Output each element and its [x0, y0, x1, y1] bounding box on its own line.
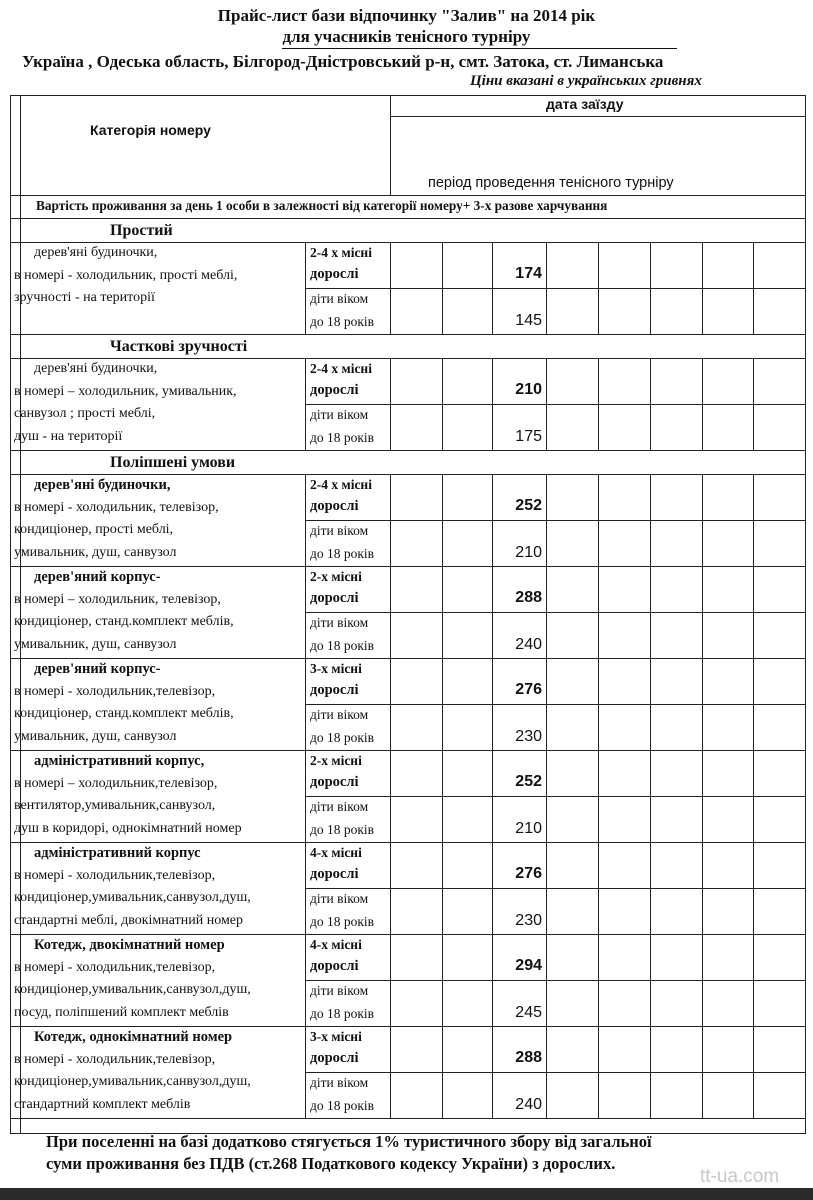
- table-rule: [442, 566, 443, 658]
- table-rule: [390, 95, 391, 195]
- table-rule: [753, 842, 754, 934]
- adults-label: дорослі: [310, 1050, 359, 1066]
- table-rule: [753, 1026, 754, 1118]
- children-label: діти віком: [310, 983, 369, 998]
- adult-price: 288: [515, 1049, 542, 1066]
- arrival-date-header: дата заїзду: [546, 96, 624, 112]
- table-rule: [650, 474, 651, 566]
- location-line: Україна , Одеська область, Білгород-Дністровський р-н, смт. Затока, ст. Лиманська: [22, 52, 664, 71]
- table-rule: [702, 1026, 703, 1118]
- room-description: адміністративний корпус,: [34, 753, 205, 769]
- table-rule: [650, 842, 651, 934]
- section-title: Поліпшені умови: [110, 454, 236, 471]
- table-rule: [305, 520, 806, 521]
- table-rule: [305, 404, 806, 405]
- room-capacity: 2-х місні: [310, 753, 362, 768]
- table-rule: [10, 1026, 806, 1027]
- table-rule: [753, 934, 754, 1026]
- table-rule: [546, 474, 547, 566]
- table-rule: [650, 358, 651, 450]
- room-description: в номері - холодильник, прості меблі,: [14, 267, 238, 283]
- table-rule: [442, 750, 443, 842]
- table-rule: [10, 195, 806, 196]
- table-rule: [546, 358, 547, 450]
- table-rule: [650, 658, 651, 750]
- table-rule: [598, 1026, 599, 1118]
- children-label: діти віком: [310, 1075, 369, 1090]
- room-description: умивальник, душ, санвузол: [14, 544, 177, 560]
- table-rule: [305, 934, 306, 1026]
- table-rule: [598, 566, 599, 658]
- table-rule: [442, 358, 443, 450]
- section-title: Простий: [110, 222, 173, 239]
- table-rule: [805, 95, 806, 1133]
- table-rule: [305, 796, 806, 797]
- table-rule: [305, 474, 306, 566]
- room-description: в номері - холодильник,телевізор,: [14, 867, 216, 883]
- room-capacity: 2-4 х місні: [310, 477, 372, 492]
- children-label: діти віком: [310, 707, 369, 722]
- category-header: Категорія номеру: [90, 122, 211, 138]
- table-rule: [10, 95, 11, 1133]
- table-rule: [702, 242, 703, 334]
- room-description: кондиціонер,умивальник,санвузол,душ,: [14, 982, 251, 997]
- adults-label: дорослі: [310, 382, 359, 398]
- table-rule: [442, 934, 443, 1026]
- table-rule: [305, 242, 306, 334]
- table-rule: [753, 242, 754, 334]
- children-age-label: до 18 років: [310, 1006, 375, 1021]
- table-rule: [546, 242, 547, 334]
- table-rule: [305, 288, 806, 289]
- room-description: кондиціонер, станд.комплект меблів,: [14, 706, 234, 721]
- room-description: умивальник, душ, санвузол: [14, 728, 177, 744]
- room-description: в номері – холодильник, телевізор,: [14, 591, 221, 607]
- table-rule: [546, 1026, 547, 1118]
- children-age-label: до 18 років: [310, 546, 375, 561]
- table-rule: [305, 980, 806, 981]
- table-rule: [390, 658, 391, 750]
- room-capacity: 2-4 х місні: [310, 361, 372, 376]
- table-rule: [598, 934, 599, 1026]
- adult-price: 210: [515, 381, 542, 398]
- room-description: в номері – холодильник,телевізор,: [14, 775, 218, 791]
- table-rule: [305, 566, 306, 658]
- table-rule: [305, 704, 806, 705]
- children-label: діти віком: [310, 291, 369, 306]
- room-description: дерев'яні будиночки,: [34, 361, 158, 376]
- table-rule: [546, 566, 547, 658]
- table-rule: [753, 474, 754, 566]
- adults-label: дорослі: [310, 866, 359, 882]
- children-label: діти віком: [310, 891, 369, 906]
- table-rule: [546, 934, 547, 1026]
- adults-label: дорослі: [310, 682, 359, 698]
- room-description: стандартні меблі, двокімнатний номер: [14, 912, 244, 928]
- adult-price: 174: [515, 265, 542, 282]
- table-rule: [10, 358, 806, 359]
- room-description: Котедж, однокімнатний номер: [34, 1029, 233, 1045]
- table-rule: [598, 658, 599, 750]
- table-rule: [10, 934, 806, 935]
- price-list-title: Прайс-лист бази відпочинку "Залив" на 2014 рік: [217, 6, 596, 25]
- adult-price: 276: [515, 865, 542, 882]
- table-rule: [442, 1026, 443, 1118]
- children-age-label: до 18 років: [310, 638, 375, 653]
- table-rule: [10, 1118, 806, 1119]
- table-rule: [650, 934, 651, 1026]
- table-rule: [390, 242, 391, 334]
- adult-price: 288: [515, 589, 542, 606]
- children-label: діти віком: [310, 523, 369, 538]
- room-capacity: 4-х місні: [310, 937, 362, 952]
- table-rule: [650, 750, 651, 842]
- section-title: Часткові зручності: [110, 338, 248, 355]
- table-rule: [546, 658, 547, 750]
- room-description: душ в коридорі, однокімнатний номер: [14, 820, 242, 836]
- table-rule: [598, 474, 599, 566]
- room-capacity: 4-х місні: [310, 845, 362, 860]
- table-rule: [305, 750, 306, 842]
- footer-tax-note-2: суми проживання без ПДВ (ст.268 Податкового кодексу України) з дорослих.: [46, 1154, 616, 1173]
- room-description: адміністративний корпус: [34, 845, 201, 861]
- adults-label: дорослі: [310, 590, 359, 606]
- child-price: 175: [515, 428, 542, 445]
- adults-label: дорослі: [310, 266, 359, 282]
- table-rule: [390, 358, 391, 450]
- adult-price: 294: [515, 957, 542, 974]
- table-rule: [702, 658, 703, 750]
- table-rule: [10, 242, 806, 243]
- table-rule: [10, 450, 806, 451]
- table-rule: [598, 750, 599, 842]
- table-rule: [442, 658, 443, 750]
- table-rule: [442, 474, 443, 566]
- room-description: душ - на території: [14, 428, 123, 444]
- room-description: зручності - на території: [14, 290, 155, 305]
- room-description: дерев'яний корпус-: [34, 661, 161, 677]
- table-rule: [753, 658, 754, 750]
- subtitle-underline: [282, 48, 677, 49]
- room-capacity: 2-4 х місні: [310, 245, 372, 260]
- table-rule: [390, 934, 391, 1026]
- room-description: в номері – холодильник, умивальник,: [14, 383, 237, 399]
- currency-note: Ціни вказані в українських гривнях: [470, 73, 702, 89]
- child-price: 145: [515, 312, 542, 329]
- scan-edge: [0, 1188, 813, 1200]
- watermark: tt-ua.com: [700, 1166, 780, 1187]
- room-description: кондиціонер, станд.комплект меблів,: [14, 614, 234, 629]
- room-description: стандартний комплект меблів: [14, 1096, 191, 1112]
- adult-price: 252: [515, 497, 542, 514]
- table-rule: [702, 358, 703, 450]
- child-price: 210: [515, 544, 542, 561]
- child-price: 210: [515, 820, 542, 837]
- table-rule: [598, 358, 599, 450]
- children-age-label: до 18 років: [310, 822, 375, 837]
- room-capacity: 3-х місні: [310, 1029, 362, 1044]
- children-age-label: до 18 років: [310, 1098, 375, 1113]
- room-description: в номері - холодильник,телевізор,: [14, 1051, 216, 1067]
- children-label: діти віком: [310, 799, 369, 814]
- adults-label: дорослі: [310, 958, 359, 974]
- room-description: посуд, поліпшений комплект меблів: [14, 1004, 229, 1020]
- room-description: кондиціонер,умивальник,санвузол,душ,: [14, 1074, 251, 1089]
- price-list-subtitle: для учасників тенісного турніру: [282, 27, 531, 46]
- table-rule: [390, 116, 806, 117]
- table-rule: [390, 566, 391, 658]
- children-age-label: до 18 років: [310, 314, 375, 329]
- table-rule: [650, 1026, 651, 1118]
- room-description: в номері - холодильник,телевізор,: [14, 959, 216, 975]
- table-rule: [305, 842, 306, 934]
- child-price: 230: [515, 912, 542, 929]
- table-rule: [20, 218, 21, 1133]
- table-rule: [598, 842, 599, 934]
- adult-price: 252: [515, 773, 542, 790]
- table-rule: [546, 750, 547, 842]
- table-rule: [702, 566, 703, 658]
- table-rule: [390, 1026, 391, 1118]
- table-rule: [10, 218, 806, 219]
- adult-price: 276: [515, 681, 542, 698]
- table-rule: [305, 358, 306, 450]
- table-rule: [753, 566, 754, 658]
- table-rule: [305, 888, 806, 889]
- table-rule: [442, 842, 443, 934]
- room-description: кондиціонер,умивальник,санвузол,душ,: [14, 890, 251, 905]
- children-age-label: до 18 років: [310, 914, 375, 929]
- table-rule: [390, 474, 391, 566]
- table-rule: [702, 934, 703, 1026]
- children-label: діти віком: [310, 407, 369, 422]
- children-age-label: до 18 років: [310, 430, 375, 445]
- table-rule: [753, 358, 754, 450]
- table-rule: [546, 842, 547, 934]
- room-capacity: 2-х місні: [310, 569, 362, 584]
- child-price: 240: [515, 636, 542, 653]
- adults-label: дорослі: [310, 498, 359, 514]
- room-description: вентилятор,умивальник,санвузол,: [14, 798, 216, 813]
- children-age-label: до 18 років: [310, 730, 375, 745]
- table-rule: [305, 1072, 806, 1073]
- table-rule: [10, 842, 806, 843]
- price-table: [10, 95, 806, 1133]
- room-description: умивальник, душ, санвузол: [14, 636, 177, 652]
- table-rule: [10, 566, 806, 567]
- table-rule: [10, 474, 806, 475]
- table-rule: [650, 566, 651, 658]
- table-rule: [650, 242, 651, 334]
- table-rule: [10, 750, 806, 751]
- table-rule: [10, 334, 806, 335]
- adults-label: дорослі: [310, 774, 359, 790]
- room-description: дерев'яний корпус-: [34, 569, 161, 585]
- table-rule: [390, 750, 391, 842]
- room-description: кондиціонер, прості меблі,: [14, 522, 174, 537]
- room-description: в номері - холодильник, телевізор,: [14, 499, 219, 515]
- room-description: дерев'яні будиночки,: [34, 477, 171, 493]
- table-rule: [702, 474, 703, 566]
- table-rule: [390, 842, 391, 934]
- room-description: в номері - холодильник,телевізор,: [14, 683, 216, 699]
- cost-note: Вартість проживання за день 1 особи в залежності від категорії номеру+ 3-х разове харчування: [36, 198, 608, 213]
- room-capacity: 3-х місні: [310, 661, 362, 676]
- table-rule: [10, 658, 806, 659]
- room-description: Котедж, двокімнатний номер: [34, 937, 225, 953]
- table-rule: [753, 750, 754, 842]
- child-price: 240: [515, 1096, 542, 1113]
- children-label: діти віком: [310, 615, 369, 630]
- child-price: 245: [515, 1004, 542, 1021]
- table-rule: [305, 1026, 306, 1118]
- table-rule: [702, 750, 703, 842]
- table-rule: [305, 612, 806, 613]
- table-rule: [702, 842, 703, 934]
- table-rule: [598, 242, 599, 334]
- footer-tax-note: При поселенні на базі додатково стягується 1% туристичного збору від загальної: [46, 1132, 652, 1151]
- table-rule: [10, 95, 806, 96]
- room-description: санвузол ; прості меблі,: [14, 406, 156, 421]
- room-description: дерев'яні будиночки,: [34, 245, 158, 260]
- table-rule: [442, 242, 443, 334]
- period-header: період проведення тенісного турніру: [428, 175, 674, 191]
- child-price: 230: [515, 728, 542, 745]
- table-rule: [305, 658, 306, 750]
